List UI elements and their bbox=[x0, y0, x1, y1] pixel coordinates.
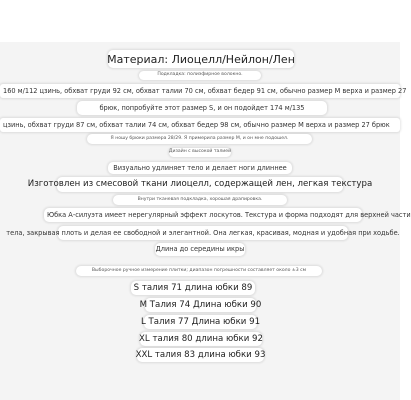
size-row-s: S талия 71 длина юбки 89 bbox=[131, 281, 255, 295]
feature-item: Юбка А-силуэта имеет нерегулярный эффект лоскутов. Текстура и форма подходят для верхней части bbox=[44, 208, 362, 222]
size-row-xl: XL талия 80 длина юбки 92 bbox=[140, 332, 262, 346]
model-1-measurements-line-2: брюк, попробуйте этот размер S, и он подойдет 174 м/135 bbox=[77, 101, 327, 115]
size-row-m: M Талия 74 Длина юбки 90 bbox=[145, 298, 256, 312]
material-title: Материал: Лиоцелл/Нейлон/Лен bbox=[108, 50, 294, 68]
model-2-measurements-line-2: Я ношу брюки размера 28/29. Я примерила размер M, и он мне подошел. bbox=[87, 134, 312, 144]
design-note: Дизайн с высокой талией bbox=[169, 148, 231, 157]
feature-item: Визуально удлиняет тело и делает ноги длиннее bbox=[108, 162, 292, 174]
feature-item: Длина до середины икры bbox=[155, 243, 245, 256]
model-1-measurements-line-1: 160 м/112 цзинь, обхват груди 92 см, обхват талии 70 см, обхват бедер 91 см, обычно размер M верха и размер 27 bbox=[0, 84, 400, 98]
feature-item: Внутри тканевая подкладка, хорошая драпировка. bbox=[113, 195, 287, 205]
lining-note: Подкладка: полиэфирное волокно. bbox=[139, 71, 261, 80]
size-row-xxl: XXL талия 83 длина юбки 93 bbox=[137, 348, 264, 362]
feature-item: Изготовлен из смесовой ткани лиоцелл, содержащей лен, легкая текстура bbox=[57, 177, 343, 192]
model-2-measurements-line-1: цзинь, обхват груди 87 см, обхват талии 74 см, обхват бедер 98 см, обычно размер M верха и размер 27 брюк bbox=[0, 118, 400, 132]
measurement-note: Выборочное ручное измерение плитки; диапазон погрешности составляет около ±3 см bbox=[76, 266, 322, 276]
feature-item: тела, закрывая плоть и делая ее свободной и элегантной. Она легкая, красивая, модная и удобная при ходьбе. bbox=[58, 226, 348, 240]
size-row-l: L Талия 77 Длина юбки 91 bbox=[144, 315, 257, 329]
